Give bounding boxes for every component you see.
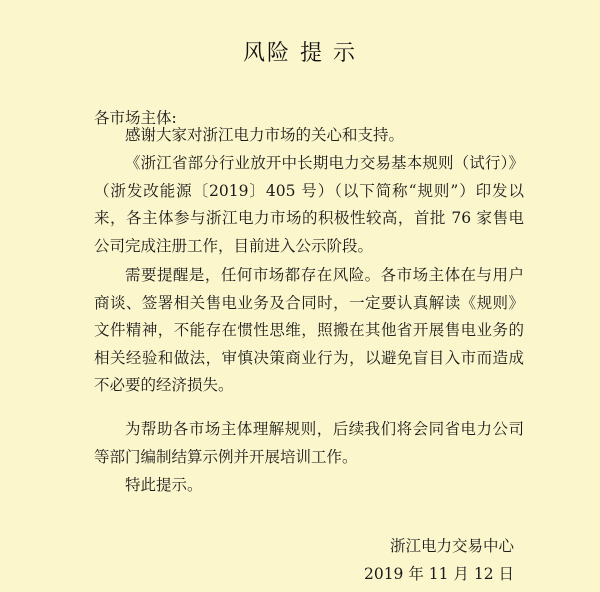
notice-title: 风险 提 示 bbox=[243, 41, 357, 66]
paragraph-closing: 特此提示。 bbox=[125, 476, 203, 494]
paragraph-risk-reminder: 需要提醒是，任何市场都存在风险。各市场主体在与用户商谈、签署相关售电业务及合同时，一定要认真解读《规则》文件精神，不能存在惯性思维，照搬在其他省开展售电业务的相关经验和做法，审慎决策商业行为，以避免盲目入市而造成不必要的经济损失。 bbox=[94, 266, 524, 394]
signature-date: 2019 年 11 月 12 日 bbox=[363, 565, 514, 583]
signature-organization: 浙江电力交易中心 bbox=[389, 537, 514, 555]
paragraph-rules-background: 《浙江省部分行业放开中长期电力交易基本规则（试行）》（浙发改能源〔2019〕405 号）（以下简称“规则”）印发以来，各主体参与浙江电力市场的积极性较高，首批 76 家售电公司完成注册工作，目前进入公示阶段。 bbox=[94, 154, 524, 255]
paragraph-training-plan: 为帮助各市场主体理解规则，后续我们将会同省电力公司等部门编制结算示例并开展培训工作。 bbox=[94, 420, 524, 466]
paragraph-thanks: 感谢大家对浙江电力市场的关心和支持。 bbox=[125, 126, 405, 144]
notice-salutation: 各市场主体: bbox=[94, 109, 177, 127]
